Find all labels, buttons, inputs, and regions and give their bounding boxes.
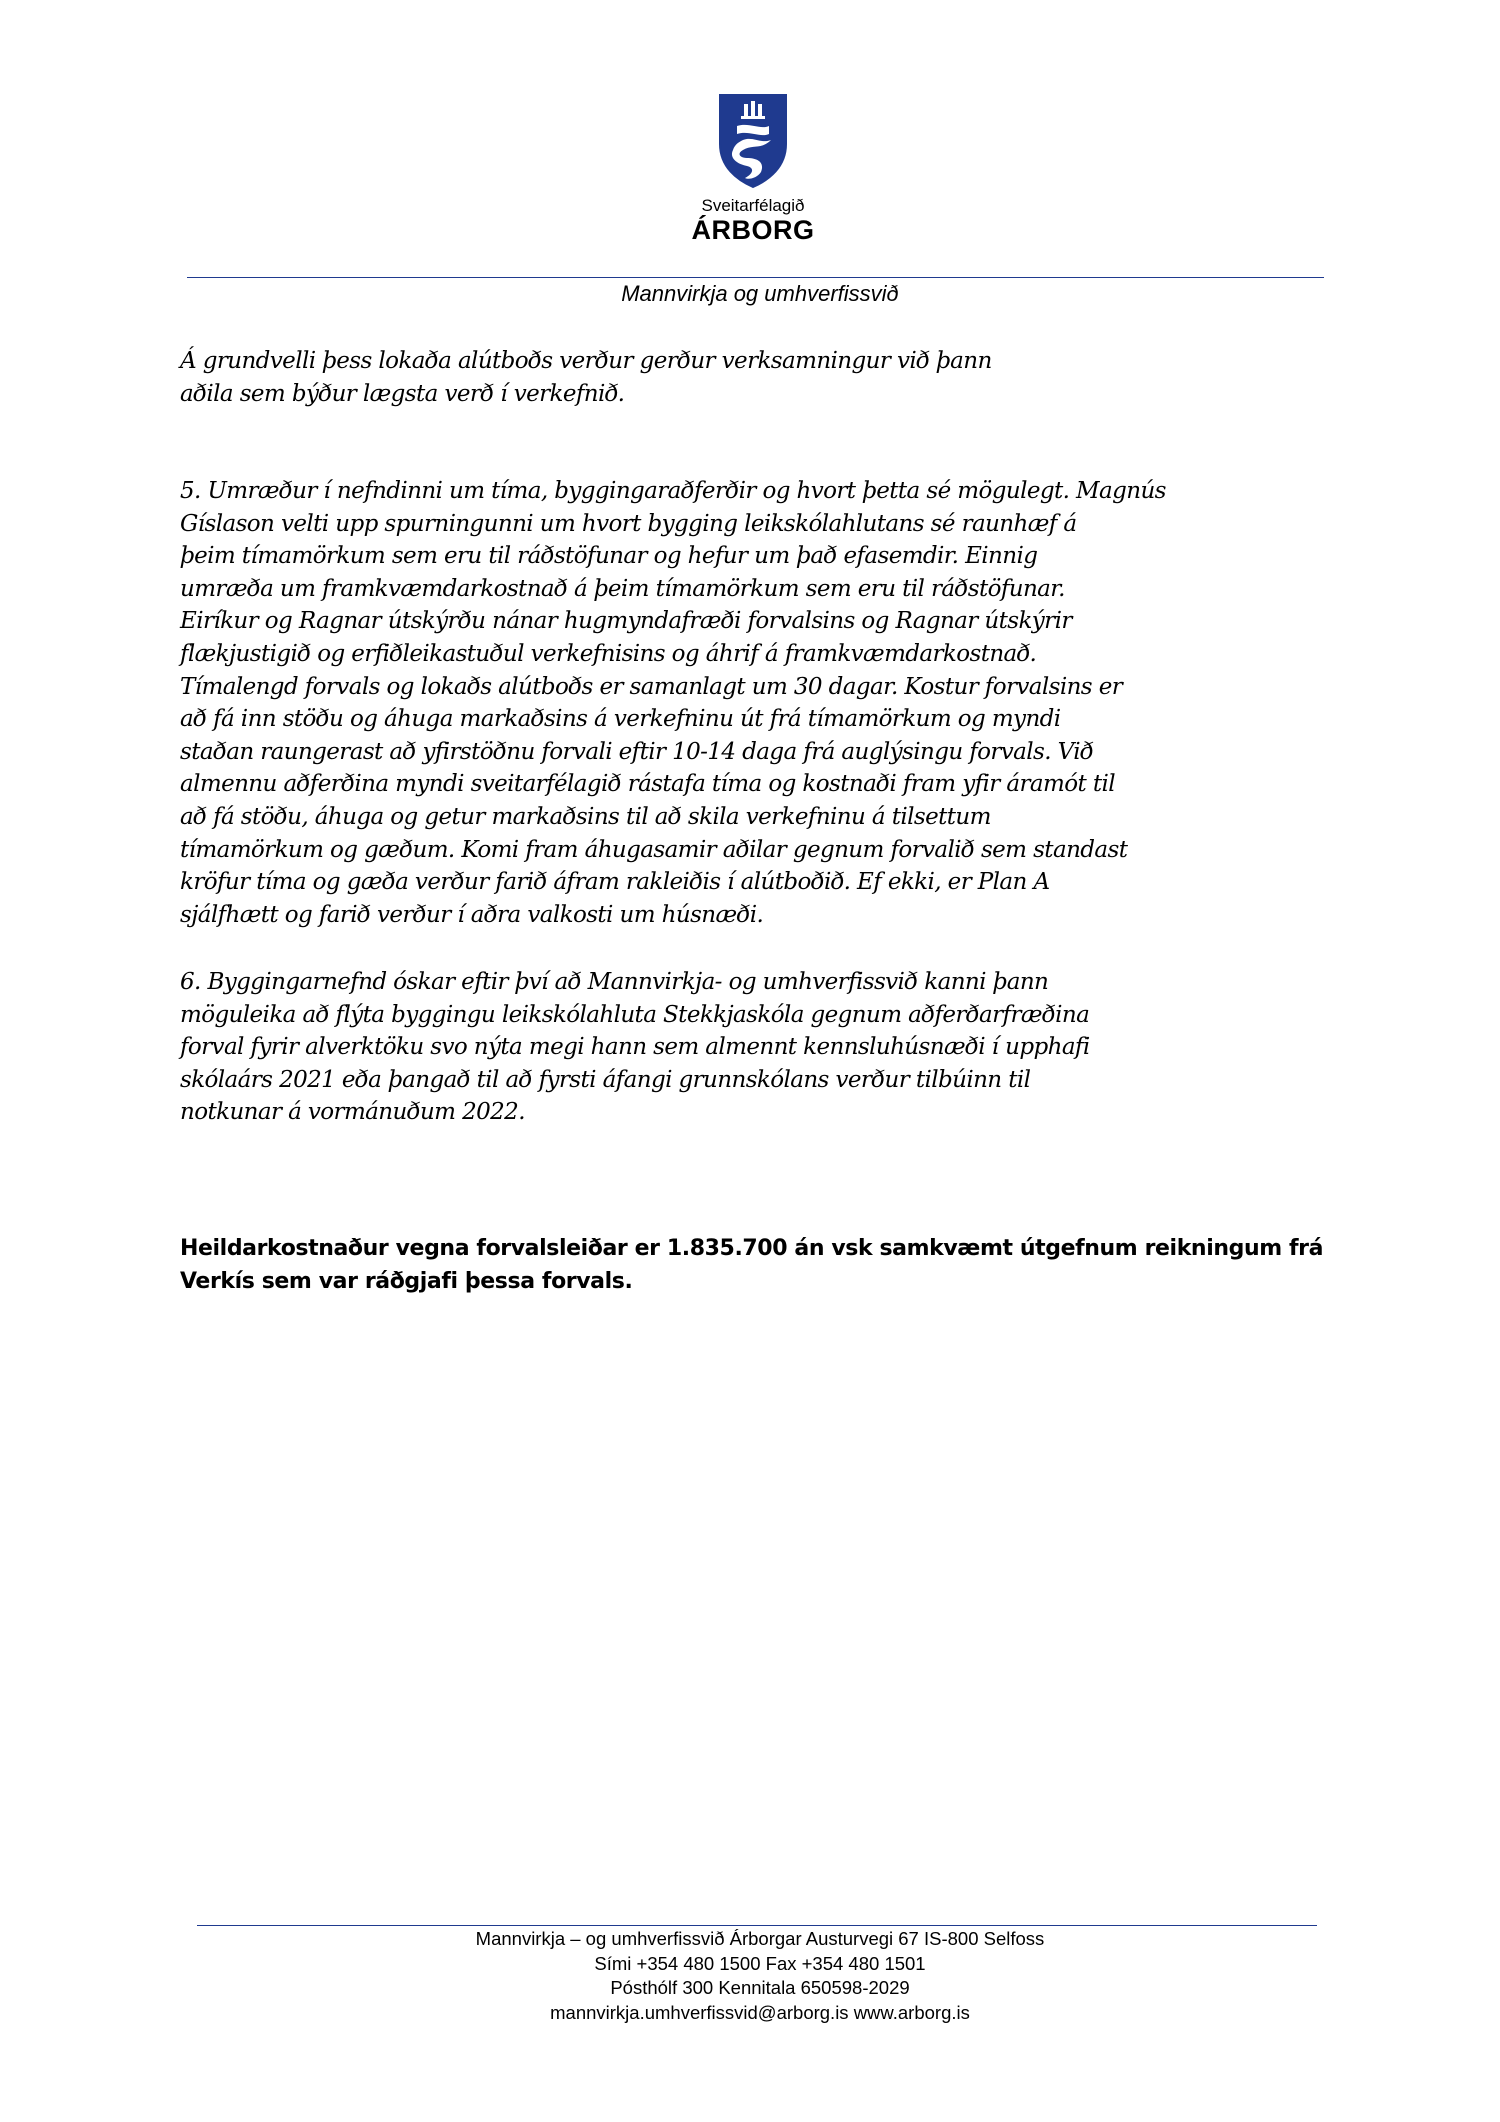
- header-divider: [187, 277, 1324, 278]
- text-line: að fá inn stöðu og áhuga markaðsins á verkefninu út frá tímamörkum og myndi: [180, 706, 1061, 733]
- text-line: 5. Umræður í nefndinni um tíma, byggingaraðferðir og hvort þetta sé mögulegt. Magnús: [180, 478, 1166, 504]
- text-line: forval fyrir alverktöku svo nýta megi hann sem almennt kennsluhúsnæði í upphafi: [180, 1034, 1090, 1061]
- total-cost-summary: [180, 1232, 1324, 1298]
- text-line: Eiríkur og Ragnar útskýrðu nánar hugmyndafræði forvalsins og Ragnar útskýrir: [180, 608, 1072, 635]
- logo-title-large: ÁRBORG: [691, 215, 815, 245]
- footer-phone-fax: Sími +354 480 1500 Fax +354 480 1501: [594, 1952, 926, 1974]
- text-line: skólaárs 2021 eða þangað til að fyrsti áfangi grunnskólans verður tilbúinn til: [180, 1066, 1031, 1093]
- text-line: tímamörkum og gæðum. Komi fram áhugasamir aðilar gegnum forvalið sem standast: [180, 836, 1128, 863]
- text-line: aðila sem býður lægsta verð í verkefnið.: [180, 380, 625, 407]
- text-line: flækjustigið og erfiðleikastuðul verkefnisins og áhrif á framkvæmdarkostnað.: [180, 640, 1037, 667]
- summary-line: Verkís sem var ráðgjafi þessa forvals.: [180, 1269, 633, 1294]
- footer-divider: [197, 1925, 1317, 1926]
- department-name: Mannvirkja og umhverfissvið: [621, 281, 899, 306]
- text-line: 6. Byggingarnefnd óskar eftir því að Mannvirkja- og umhverfissvið kanni þann: [180, 969, 1049, 995]
- text-line: sjálfhætt og farið verður í aðra valkosti um húsnæði.: [180, 901, 764, 928]
- text-line: þeim tímamörkum sem eru til ráðstöfunar og hefur um það efasemdir. Einnig: [180, 543, 1038, 570]
- intro-paragraph: [180, 345, 1230, 410]
- text-line: kröfur tíma og gæða verður farið áfram rakleiðis í alútboðið. Ef ekki, er Plan A: [180, 869, 1050, 896]
- text-line: umræða um framkvæmdarkostnað á þeim tímamörkum sem eru til ráðstöfunar.: [180, 575, 1065, 602]
- item-5-paragraph: [180, 475, 1230, 931]
- logo-title-small: Sveitarfélagið: [701, 196, 805, 215]
- footer-pobox-id: Pósthólf 300 Kennitala 650598-2029: [610, 1977, 910, 1998]
- text-line: Gíslason velti upp spurningunni um hvort bygging leikskólahlutans sé raunhæf á: [180, 510, 1077, 537]
- footer-email-web: mannvirkja.umhverfissvid@arborg.is www.arborg.is: [550, 2001, 970, 2023]
- text-line: Tímalengd forvals og lokaðs alútboðs er samanlagt um 30 dagar. Kostur forvalsins er: [180, 673, 1123, 700]
- municipality-logo: [683, 92, 823, 244]
- summary-line: Heildarkostnaður vegna forvalsleiðar er 1.835.700 án vsk samkvæmt útgefnum reikningum frá: [180, 1236, 1324, 1261]
- text-line: möguleika að flýta byggingu leikskólahluta Stekkjaskóla gegnum aðferðarfræðina: [180, 1001, 1090, 1028]
- text-line: Á grundvelli þess lokaða alútboðs verður gerður verksamningur við þann: [180, 348, 992, 374]
- footer-contact: [0, 1927, 1500, 2025]
- text-line: notkunar á vormánuðum 2022.: [180, 1099, 525, 1126]
- footer-address: Mannvirkja – og umhverfissvið Árborgar Austurvegi 67 IS-800 Selfoss: [475, 1928, 1045, 1949]
- text-line: almennu aðferðina myndi sveitarfélagið rástafa tíma og kostnaði fram yfir áramót til: [180, 771, 1115, 798]
- arborg-coat-of-arms-icon: [717, 92, 789, 190]
- text-line: staðan raungerast að yfirstöðnu forvali eftir 10-14 daga frá auglýsingu forvals. Við: [180, 738, 1094, 765]
- item-6-paragraph: [180, 966, 1230, 1129]
- text-line: að fá stöðu, áhuga og getur markaðsins til að skila verkefninu á tilsettum: [180, 803, 991, 830]
